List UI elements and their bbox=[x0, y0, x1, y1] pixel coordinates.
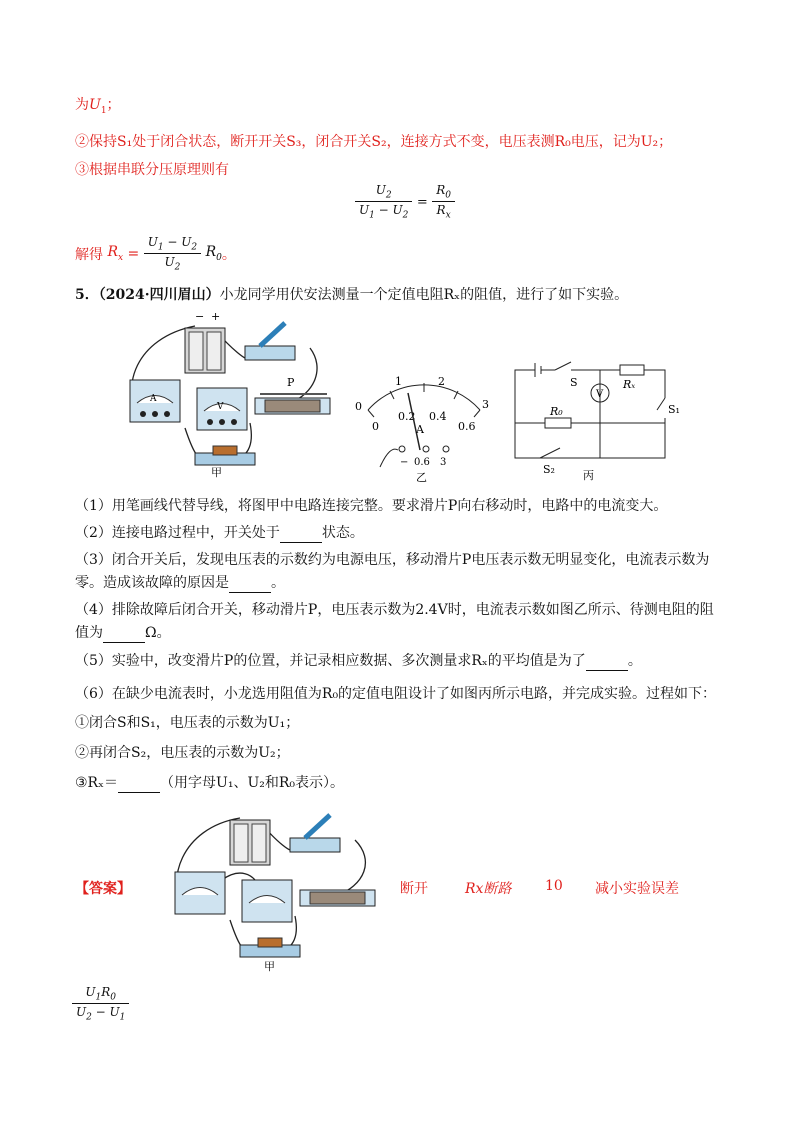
svg-text:丙: 丙 bbox=[583, 469, 594, 482]
svg-text:0.6: 0.6 bbox=[414, 457, 430, 468]
item-2: （2）连接电路过程中，开关处于 状态。 bbox=[75, 525, 364, 541]
ammeter-icon bbox=[130, 380, 180, 422]
svg-text:0.6: 0.6 bbox=[458, 420, 476, 433]
blank-2[interactable] bbox=[280, 528, 322, 543]
item-4-cont: 值为 Ω。 bbox=[75, 625, 171, 641]
prev-line-2: ②保持S₁处于闭合状态，断开开关S₃，闭合开关S₂，连接方式不变，电压表测R₀电压，记为U₂； bbox=[75, 134, 673, 150]
item-6-step-3: ③Rₓ＝ （用字母U₁、U₂和R₀表示）。 bbox=[75, 775, 345, 791]
figure-yi-ammeter-dial bbox=[350, 375, 500, 485]
item-6: （6）在缺少电流表时，小龙选用阻值为R₀的定值电阻设计了如图丙所示电路，并完成实验。过程如下： bbox=[75, 686, 717, 702]
svg-text:1: 1 bbox=[395, 375, 402, 388]
item-5: （5）实验中，改变滑片P的位置，并记录相应数据、多次测量求Rₓ的平均值是为了 。 bbox=[75, 653, 642, 669]
voltmeter-icon bbox=[197, 388, 247, 430]
svg-text:+: + bbox=[211, 310, 221, 323]
item-4: （4）排除故障后闭合开关，移动滑片P，电压表示数为2.4V时，电流表示数如图乙所示、待测电阻的阻 bbox=[75, 602, 714, 618]
switch-icon bbox=[245, 323, 295, 360]
svg-text:甲: 甲 bbox=[211, 466, 222, 479]
solve-line: 解得 $R_x$ = $\frac{U_1 - U_2}{U_2}$ $R_0$。 bbox=[75, 235, 236, 273]
answer-5: 减小实验误差 bbox=[595, 881, 679, 897]
svg-text:甲: 甲 bbox=[264, 960, 275, 973]
item-6-step-2: ②再闭合S₂，电压表的示数为U₂； bbox=[75, 745, 290, 761]
blank-6[interactable] bbox=[118, 778, 160, 793]
svg-text:0: 0 bbox=[372, 420, 379, 433]
answer-label: 【答案】 bbox=[75, 881, 131, 897]
answer-6-fraction: $\frac{U_1R_0}{U_2 - U_1}$ bbox=[72, 985, 129, 1023]
rheostat-icon bbox=[255, 376, 330, 414]
answer-3: Rx断路 bbox=[465, 881, 512, 897]
svg-text:S₂: S₂ bbox=[543, 463, 555, 476]
question-stem: 5．（2024·四川眉山）小龙同学用伏安法测量一个定值电阻Rₓ的阻值，进行了如下实验。 bbox=[75, 287, 629, 303]
figure-bing-circuit bbox=[505, 358, 680, 483]
svg-text:A: A bbox=[150, 394, 157, 404]
svg-text:Rₓ: Rₓ bbox=[623, 378, 636, 391]
svg-text:V: V bbox=[596, 389, 604, 400]
svg-text:S: S bbox=[570, 376, 578, 389]
blank-3[interactable] bbox=[229, 578, 271, 593]
item-3-cont: 零。造成该故障的原因是 。 bbox=[75, 575, 285, 591]
svg-text:−: − bbox=[400, 457, 409, 468]
prev-line-1: 为$U_1$； bbox=[75, 97, 121, 116]
ratio-equation: $\frac{U_2}{U_1 - U_2}$ = $\frac{R_0}{R_x}$ bbox=[355, 183, 455, 221]
answer-figure-jia bbox=[160, 798, 385, 973]
svg-text:A: A bbox=[416, 423, 424, 436]
blank-4[interactable] bbox=[103, 628, 145, 643]
svg-text:0.2: 0.2 bbox=[398, 410, 416, 423]
svg-text:−: − bbox=[195, 310, 205, 323]
svg-text:乙: 乙 bbox=[416, 471, 427, 484]
svg-text:V: V bbox=[217, 402, 224, 412]
resistor-icon bbox=[195, 446, 255, 465]
answer-2: 断开 bbox=[400, 881, 428, 897]
svg-text:S₁: S₁ bbox=[668, 403, 680, 416]
svg-text:0: 0 bbox=[355, 400, 362, 413]
svg-text:0.4: 0.4 bbox=[429, 410, 447, 423]
svg-text:3: 3 bbox=[482, 398, 489, 411]
svg-text:2: 2 bbox=[438, 375, 445, 388]
svg-text:P: P bbox=[287, 376, 295, 389]
blank-5[interactable] bbox=[586, 656, 628, 671]
battery-icon bbox=[185, 310, 225, 373]
figure-jia bbox=[115, 308, 335, 478]
svg-text:3: 3 bbox=[440, 457, 447, 468]
svg-text:R₀: R₀ bbox=[550, 405, 563, 418]
prev-line-3: ③根据串联分压原理则有 bbox=[75, 162, 229, 178]
item-1: （1）用笔画线代替导线，将图甲中电路连接完整。要求滑片P向右移动时，电路中的电流变大。 bbox=[75, 498, 668, 514]
item-6-step-1: ①闭合S和S₁，电压表的示数为U₁； bbox=[75, 715, 300, 731]
item-3: （3）闭合开关后，发现电压表的示数约为电源电压，移动滑片P电压表示数无明显变化，电流表示数为 bbox=[75, 552, 710, 568]
answer-4: 10 bbox=[545, 878, 563, 894]
